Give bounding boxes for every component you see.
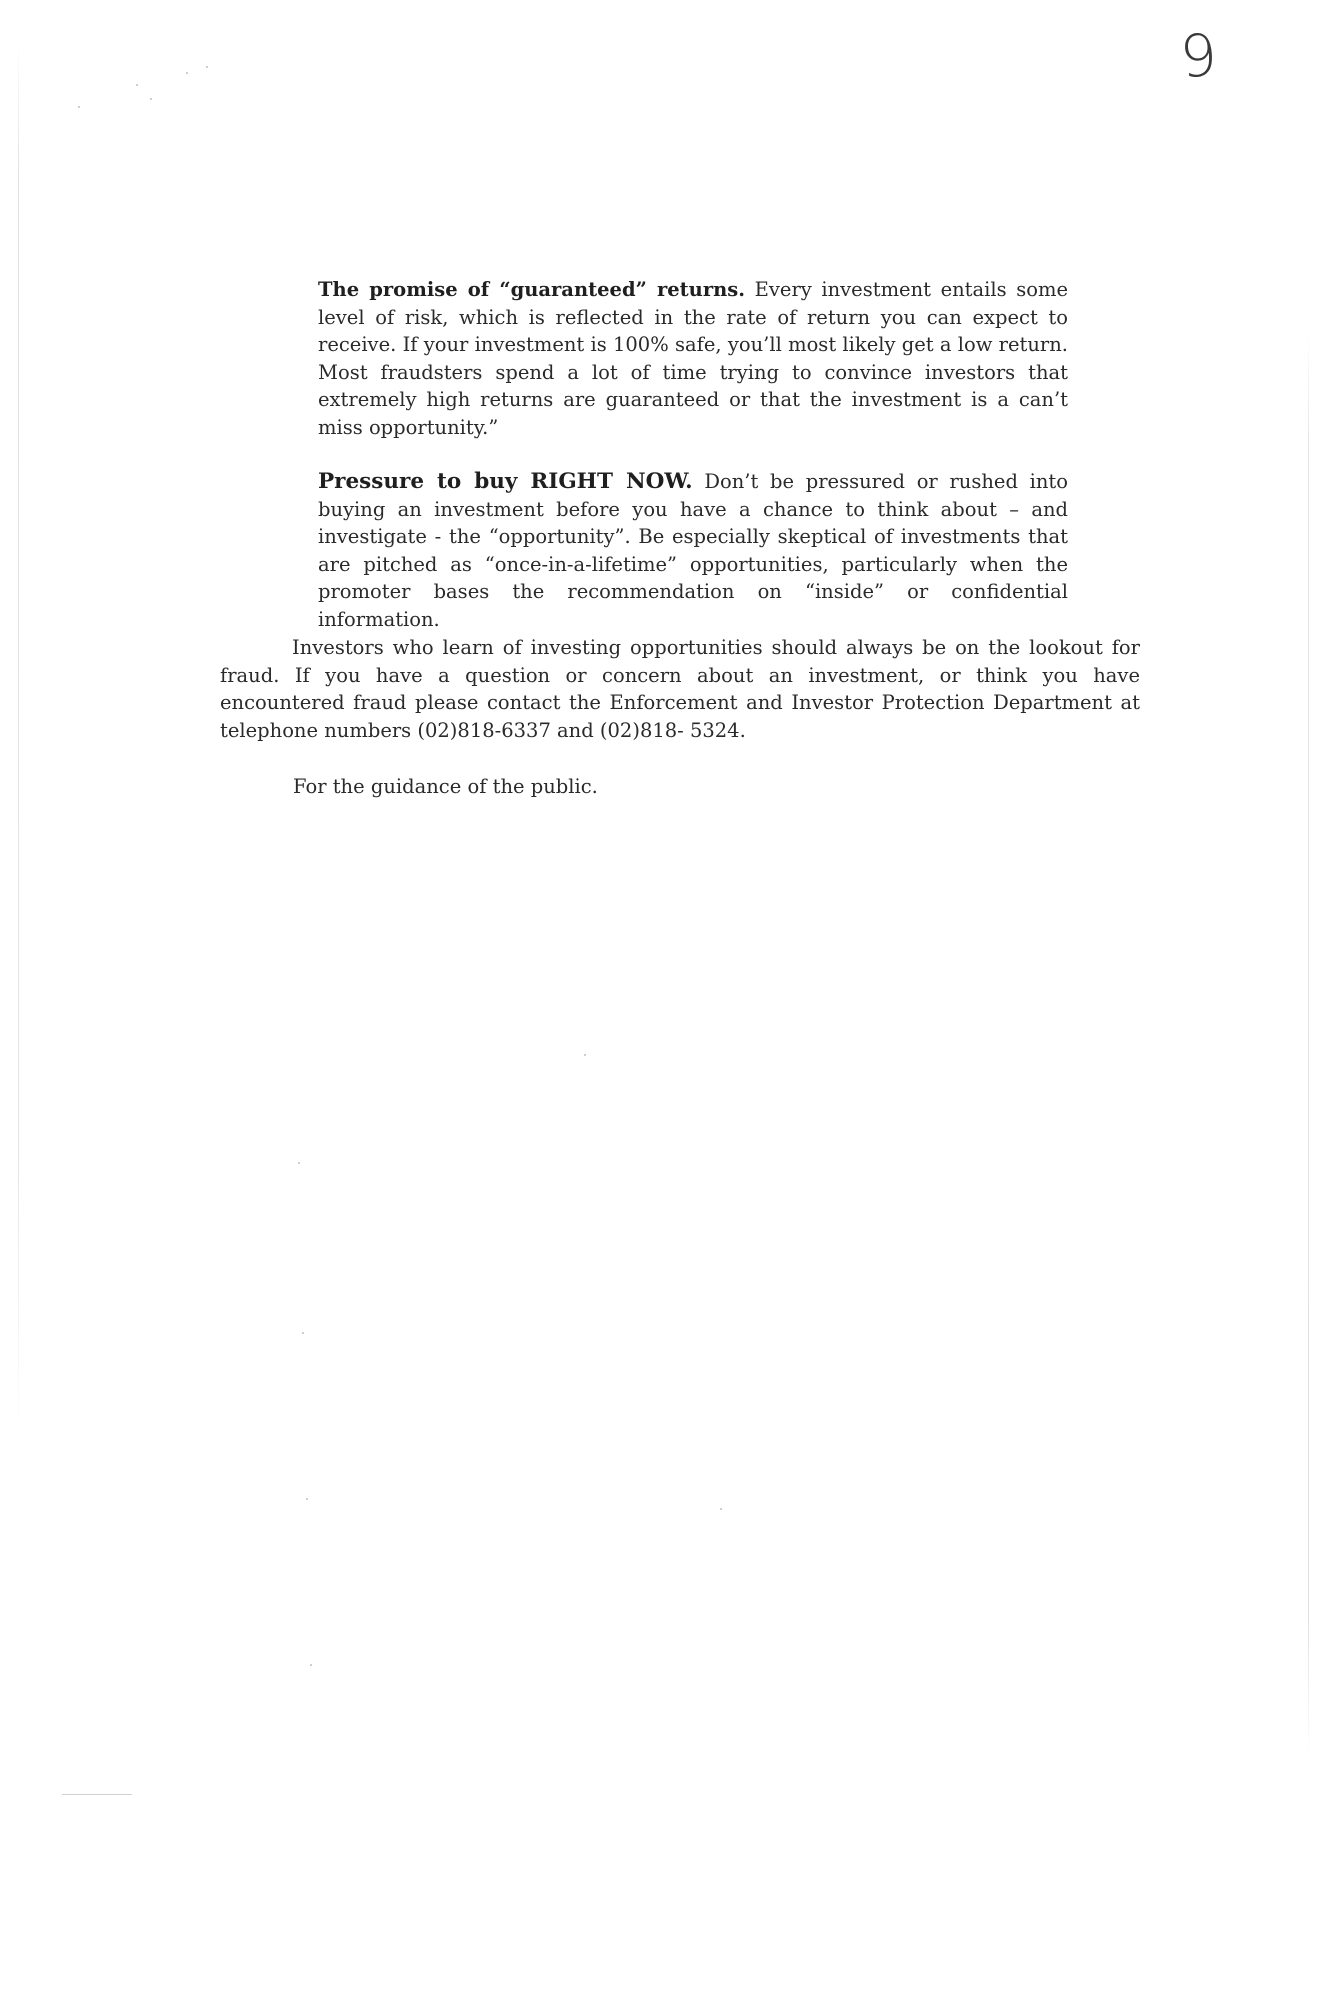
scan-edge-right: [1308, 330, 1309, 1760]
scan-speck: [306, 1498, 308, 1500]
scan-speck: [206, 66, 208, 68]
scan-edge-bottom: [62, 1794, 132, 1795]
pressure-to-buy-paragraph: [318, 468, 1068, 633]
scan-edge-left: [18, 40, 19, 1440]
scan-speck: [150, 98, 152, 100]
scan-speck: [302, 1332, 304, 1334]
scan-speck: [136, 84, 138, 86]
pressure-to-buy-body: Don’t be pressured or rushed into buying an investment before you have a chance to think about – and investigate - the “opportunity”. Be especially skeptical of investments that are pitched as “once-in-a-lifetime” opportunities, particularly when the promoter bases the recommendation on “inside” or confidential information.: [318, 470, 1068, 631]
guaranteed-returns-body: Every investment entails some level of risk, which is reflected in the rate of return you can expect to receive. If your investment is 100% safe, you’ll most likely get a low return. Most fraudsters spend a lot of time trying to convince investors that extremely high returns are guaranteed or that the investment is a can’t miss opportunity.”: [318, 278, 1068, 439]
scan-speck: [310, 1664, 312, 1666]
scan-speck: [720, 1508, 722, 1510]
scan-speck: [298, 1162, 300, 1164]
scan-speck: [584, 1054, 586, 1056]
scan-speck: [78, 106, 80, 108]
pressure-to-buy-heading: Pressure to buy RIGHT NOW.: [318, 469, 693, 494]
handwritten-page-number: 9: [1177, 20, 1220, 92]
guaranteed-returns-paragraph: [318, 276, 1068, 441]
scan-speck: [186, 72, 188, 74]
guaranteed-returns-heading: The promise of “guaranteed” returns.: [318, 278, 746, 301]
closing-statement: For the guidance of the public.: [293, 775, 598, 798]
investor-notice-paragraph: Investors who learn of investing opportunities should always be on the lookout for fraud. If you have a question or concern about an investment, or think you have encountered fraud please contact the Enforcement and Investor Protection Department at telephone numbers (02)818-6337 and (02)818- 5324.: [220, 636, 1140, 742]
